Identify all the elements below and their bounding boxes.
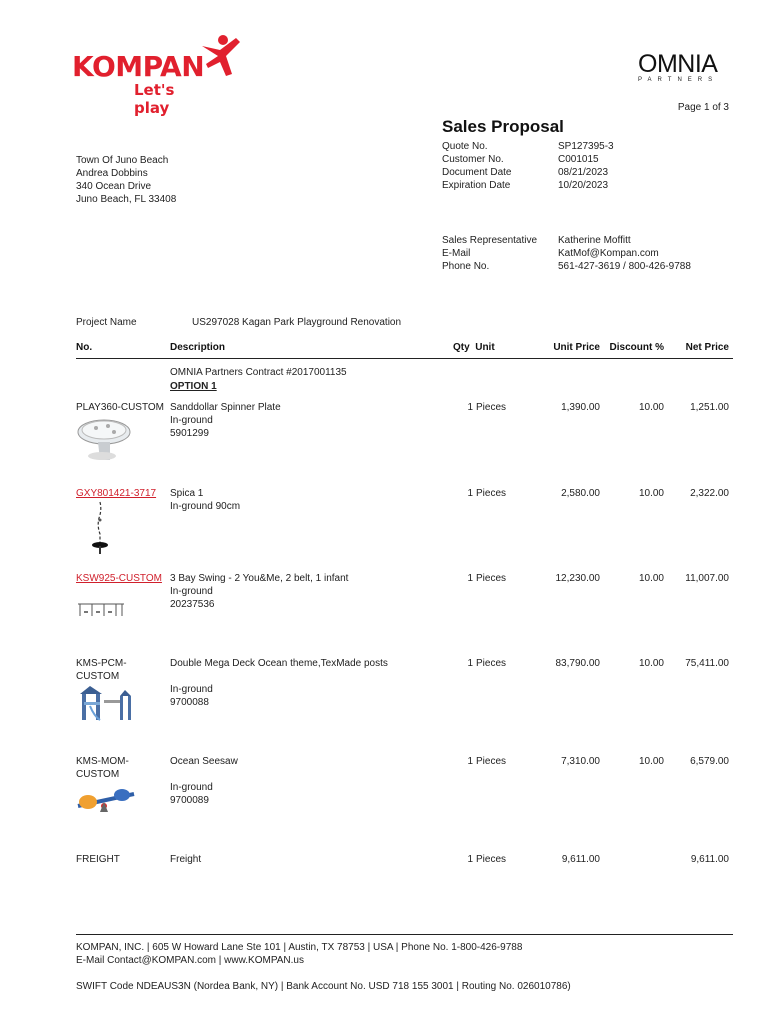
- item-net-price: 9,611.00: [690, 854, 729, 865]
- item-description: [170, 401, 281, 440]
- item-discount: 10.00: [638, 573, 664, 584]
- item-discount: 10.00: [638, 488, 664, 499]
- quote-label: Expiration Date: [442, 180, 511, 191]
- item-unit: Pieces: [476, 402, 507, 413]
- item-net-price: 6,579.00: [690, 756, 729, 767]
- desc-line: Spica 1: [170, 488, 204, 499]
- quote-label: Quote No.: [442, 141, 488, 152]
- desc-line: [170, 670, 388, 683]
- header-divider: [76, 358, 733, 359]
- desc-line: In-ground: [170, 415, 213, 426]
- desc-line: In-ground 90cm: [170, 501, 241, 512]
- item-unit-price: 2,580.00: [561, 488, 600, 499]
- rep-label: Phone No.: [442, 261, 490, 272]
- desc-line: [170, 768, 238, 781]
- item-discount: 10.00: [638, 658, 664, 669]
- quote-label: Customer No.: [442, 154, 504, 165]
- col-no: No.: [76, 342, 93, 353]
- rep-values: [558, 234, 691, 273]
- item-qty: 1: [467, 573, 473, 584]
- col-description: Description: [170, 342, 226, 353]
- desc-line: Sanddollar Spinner Plate: [170, 402, 281, 413]
- item-net-price: 2,322.00: [690, 488, 729, 499]
- footer-company-line: KOMPAN, INC. | 605 W Howard Lane Ste 101 | Austin, TX 78753 | USA | Phone No. 1-800-426-9788: [76, 942, 523, 953]
- desc-line: 3 Bay Swing - 2 You&Me, 2 belt, 1 infant: [170, 573, 349, 584]
- spinner-plate-image: [74, 414, 138, 462]
- item-number: FREIGHT: [76, 854, 120, 865]
- kompan-logo: [72, 50, 205, 117]
- item-number-line: CUSTOM: [76, 671, 120, 682]
- item-description: [170, 755, 238, 807]
- item-unit-price: 7,310.00: [561, 756, 600, 767]
- rep-phone: 561-427-3619 / 800-426-9788: [558, 261, 691, 272]
- rep-labels: [442, 234, 537, 273]
- item-unit-price: 1,390.00: [561, 402, 600, 413]
- item-number: [76, 657, 127, 683]
- item-unit: Pieces: [476, 658, 507, 669]
- quote-values: [558, 140, 614, 192]
- desc-line: Double Mega Deck Ocean theme,TexMade posts: [170, 658, 388, 669]
- quote-labels: [442, 140, 511, 192]
- mega-deck-image: [76, 686, 132, 722]
- item-unit: Pieces: [476, 488, 507, 499]
- customer-address: [76, 154, 176, 206]
- footer-contact-line: E-Mail Contact@KOMPAN.com | www.KOMPAN.us: [76, 955, 304, 966]
- item-unit: Pieces: [476, 756, 507, 767]
- item-qty: 1: [467, 756, 473, 767]
- contract-line: OMNIA Partners Contract #2017001135: [170, 367, 347, 378]
- item-net-price: 11,007.00: [685, 573, 729, 584]
- project-name-label: Project Name: [76, 317, 137, 328]
- item-unit-price: 9,611.00: [561, 854, 600, 865]
- desc-line: In-ground: [170, 586, 213, 597]
- desc-line: 20237536: [170, 599, 215, 610]
- kompan-tagline: Let's play: [134, 81, 175, 117]
- kompan-figure-icon: [196, 34, 246, 78]
- item-description: Freight: [170, 854, 202, 865]
- item-description: [170, 572, 348, 611]
- address-line: Town Of Juno Beach: [76, 155, 169, 166]
- desc-line: 9700089: [170, 795, 209, 806]
- item-number-line: KMS-MOM-: [76, 756, 129, 767]
- item-unit-price: 12,230.00: [555, 573, 600, 584]
- item-unit: Pieces: [476, 854, 507, 865]
- omnia-wordmark: OMNIA: [638, 50, 718, 78]
- footer-bank-line: SWIFT Code NDEAUS3N (Nordea Bank, NY) | Bank Account No. USD 718 155 3001 | Routing No. 026010786): [76, 981, 571, 992]
- item-net-price: 1,251.00: [690, 402, 729, 413]
- desc-line: In-ground: [170, 782, 213, 793]
- footer-divider: [76, 934, 733, 935]
- item-qty: 1: [467, 402, 473, 413]
- desc-line: 9700088: [170, 697, 209, 708]
- customer-number: C001015: [558, 154, 599, 165]
- item-unit-price: 83,790.00: [555, 658, 600, 669]
- omnia-subtitle: PARTNERS: [638, 77, 719, 83]
- col-discount: Discount %: [609, 342, 664, 353]
- item-number: PLAY360-CUSTOM: [76, 402, 164, 413]
- ocean-seesaw-image: [74, 784, 138, 814]
- item-description: [170, 657, 388, 709]
- swing-image: [76, 600, 126, 618]
- item-description: [170, 487, 240, 513]
- rep-label: Sales Representative: [442, 235, 538, 246]
- item-qty: 1: [467, 658, 473, 669]
- item-number-link[interactable]: GXY801421-3717: [76, 488, 157, 499]
- address-line: 340 Ocean Drive: [76, 181, 152, 192]
- desc-line: In-ground: [170, 684, 213, 695]
- desc-line: 5901299: [170, 428, 209, 439]
- item-number-line: CUSTOM: [76, 769, 120, 780]
- item-net-price: 75,411.00: [685, 658, 729, 669]
- item-qty: 1: [467, 854, 473, 865]
- item-discount: 10.00: [638, 756, 664, 767]
- omnia-logo: [638, 50, 718, 83]
- document-title: Sales Proposal: [442, 117, 564, 136]
- desc-line: Ocean Seesaw: [170, 756, 238, 767]
- col-qty-unit: Qty Unit: [453, 342, 495, 353]
- item-qty: 1: [467, 488, 473, 499]
- rep-name: Katherine Moffitt: [558, 235, 631, 246]
- item-number-line: KMS-PCM-: [76, 658, 127, 669]
- option-line: OPTION 1: [170, 381, 217, 392]
- page-number: Page 1 of 3: [677, 102, 729, 113]
- rep-email: KatMof@Kompan.com: [558, 248, 659, 259]
- address-line: Andrea Dobbins: [76, 168, 148, 179]
- document-date: 08/21/2023: [558, 167, 609, 178]
- kompan-wordmark: KOMPAN: [72, 50, 205, 83]
- item-number-link[interactable]: KSW925-CUSTOM: [76, 573, 162, 584]
- col-unit-price: Unit Price: [553, 342, 600, 353]
- expiration-date: 10/20/2023: [558, 180, 609, 191]
- project-name-value: US297028 Kagan Park Playground Renovation: [192, 317, 402, 328]
- rep-label: E-Mail: [442, 248, 471, 259]
- quote-label: Document Date: [442, 167, 512, 178]
- address-line: Juno Beach, FL 33408: [76, 194, 177, 205]
- item-unit: Pieces: [476, 573, 507, 584]
- item-number: [76, 755, 129, 781]
- item-discount: 10.00: [638, 402, 664, 413]
- spica-image: [88, 500, 112, 556]
- col-net-price: Net Price: [685, 342, 729, 353]
- quote-number: SP127395-3: [558, 141, 614, 152]
